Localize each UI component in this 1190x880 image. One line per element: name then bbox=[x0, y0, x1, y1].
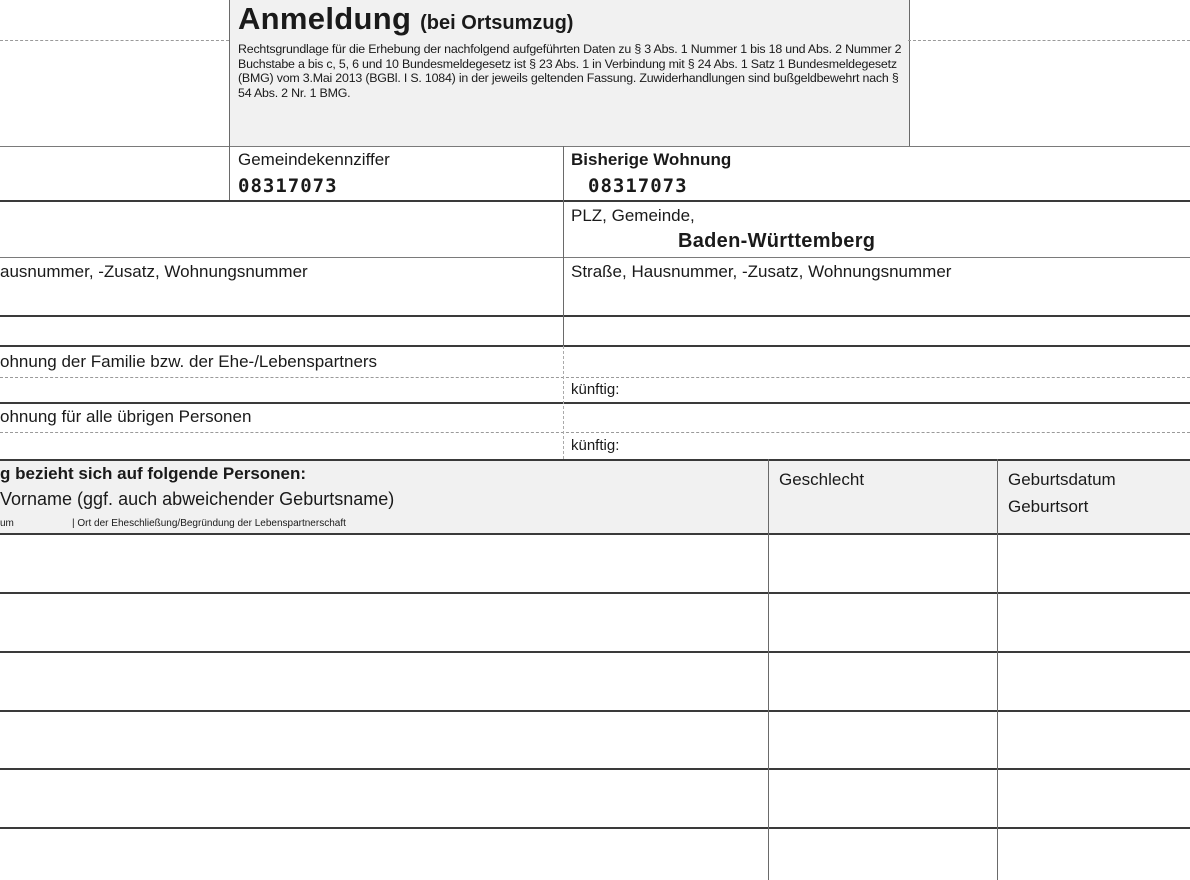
person-row[interactable] bbox=[0, 770, 1190, 826]
person-row[interactable] bbox=[0, 712, 1190, 767]
gemeindekennziffer-value[interactable]: 08317073 bbox=[238, 175, 338, 197]
line-402 bbox=[0, 402, 1190, 404]
person-row[interactable] bbox=[0, 653, 1190, 709]
line-377 bbox=[0, 377, 1190, 378]
line-256 bbox=[0, 257, 1190, 258]
line-200 bbox=[0, 200, 1190, 202]
column-birthdate: Geburtsdatum bbox=[1008, 470, 1116, 489]
column-birthplace: Geburtsort bbox=[1008, 497, 1089, 516]
persons-sub-right: | Ort der Eheschließung/Begründung der Lebenspartnerschaft bbox=[72, 518, 346, 529]
family-residence-label: ohnung der Familie bzw. der Ehe-/Lebenspartners bbox=[0, 352, 378, 371]
bisherige-wohnung-label: Bisherige Wohnung bbox=[571, 150, 732, 169]
person-row[interactable] bbox=[0, 535, 1190, 591]
person-row[interactable] bbox=[0, 594, 1190, 650]
street-right-label: Straße, Hausnummer, -Zusatz, Wohnungsnummer bbox=[571, 262, 952, 281]
plz-gemeinde-value[interactable]: Baden-Württemberg bbox=[678, 230, 876, 252]
vline-563-dashed bbox=[563, 346, 564, 459]
column-gender: Geschlecht bbox=[779, 470, 865, 489]
form-title-main: Anmeldung bbox=[238, 1, 412, 36]
future-label-1: künftig: bbox=[571, 381, 620, 398]
line-146 bbox=[0, 146, 1190, 147]
plz-gemeinde-label: PLZ, Gemeinde, bbox=[571, 206, 695, 225]
future-label-2: künftig: bbox=[571, 437, 620, 454]
other-persons-residence-label: ohnung für alle übrigen Personen bbox=[0, 407, 252, 426]
line-432 bbox=[0, 432, 1190, 433]
persons-name-label: Vorname (ggf. auch abweichender Geburtsname) bbox=[0, 489, 395, 509]
form-title bbox=[238, 1, 573, 37]
person-row[interactable] bbox=[0, 829, 1190, 880]
line-459 bbox=[0, 459, 1190, 461]
form-title-sub: (bei Ortsumzug) bbox=[420, 12, 574, 34]
line-315 bbox=[0, 315, 1190, 317]
gemeindekennziffer-label: Gemeindekennziffer bbox=[238, 150, 390, 169]
vline-563 bbox=[563, 146, 564, 346]
persons-intro: g bezieht sich auf folgende Personen: bbox=[0, 464, 307, 483]
top-dashed-line-right bbox=[908, 40, 1190, 41]
bisherige-wohnung-code[interactable]: 08317073 bbox=[588, 175, 688, 197]
persons-sub-left: um bbox=[0, 518, 14, 529]
top-dashed-line-left bbox=[0, 40, 229, 41]
line-345 bbox=[0, 345, 1190, 347]
legal-basis-text: Rechtsgrundlage für die Erhebung der nachfolgend aufgeführten Daten zu § 3 Abs. 1 Nummer 1 bis 18 und Abs. 2 Nummer 2 Buchstabe a bis c, 5, 6 und 10 Bundesmeldegesetz ist § 23 Abs. 1 in Verbindung mit § 24 Abs. 1 Satz 1 Bundesmeldegesetz (BMG) vom 3.Mai 2013 (BGBl. I S. 1084) in der jeweils geltenden Fassung. Zuwiderhandlungen sind bußgeldbewehrt nach § 54 Abs. 2 Nr. 1 BMG. bbox=[238, 42, 902, 100]
street-left-label: ausnummer, -Zusatz, Wohnungsnummer bbox=[0, 262, 308, 281]
vline-229 bbox=[229, 146, 230, 200]
